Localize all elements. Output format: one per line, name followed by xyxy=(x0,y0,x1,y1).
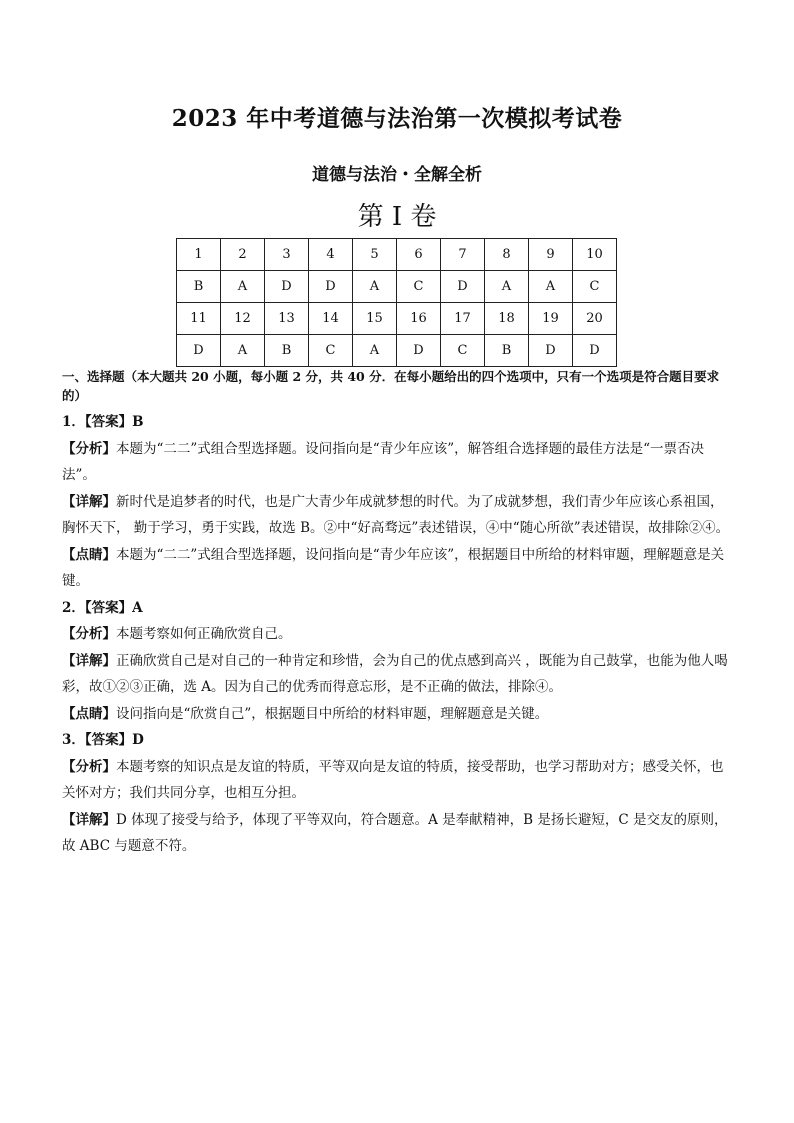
answer-line: 1．【答案】B xyxy=(62,414,144,430)
question-number-cell: 2 xyxy=(221,239,265,271)
answer-row xyxy=(177,335,617,367)
question-number-cell: 10 xyxy=(573,239,617,271)
question-number-cell: 15 xyxy=(353,303,397,335)
question-number-cell: 4 xyxy=(309,239,353,271)
question-number-cell: 9 xyxy=(529,239,573,271)
answer-cell: C xyxy=(309,335,353,367)
question-number-cell: 13 xyxy=(265,303,309,335)
answer-cell: D xyxy=(309,271,353,303)
answer-cell: A xyxy=(353,271,397,303)
comment-paragraph xyxy=(62,542,732,595)
question-number-cell: 12 xyxy=(221,303,265,335)
answer-cell: C xyxy=(441,335,485,367)
volume-heading: 第 I 卷 xyxy=(357,202,437,232)
question-number-cell: 8 xyxy=(485,239,529,271)
question-number-cell: 7 xyxy=(441,239,485,271)
analysis-text: 本题考察的知识点是友谊的特质，平等双向是友谊的特质，接受帮助，也学习帮助对方；感受关怀，也关怀对方；我们共同分享，也相互分担。 xyxy=(62,758,724,801)
question-number-cell: 20 xyxy=(573,303,617,335)
answer-cell: D xyxy=(529,335,573,367)
answer-cell: A xyxy=(529,271,573,303)
question-number-cell: 3 xyxy=(265,239,309,271)
detail-text: D 体现了接受与给予，体现了平等双向，符合题意。A 是奉献精神，B 是扬长避短，C 是交友的原则，故 ABC 与题意不符。 xyxy=(62,811,728,854)
analysis-paragraph xyxy=(62,436,732,489)
answer-cell: C xyxy=(573,271,617,303)
question-number-cell: 17 xyxy=(441,303,485,335)
answer-cell: B xyxy=(265,335,309,367)
answer-cell: D xyxy=(573,335,617,367)
answer-cell: B xyxy=(485,335,529,367)
analysis-tag: 【分析】 xyxy=(62,626,116,642)
answer-line: 3．【答案】D xyxy=(62,732,144,748)
answer-cell: B xyxy=(177,271,221,303)
analysis-text: 本题为“二二”式组合型选择题。设问指向是“青少年应该”，解答组合选择题的最佳方法是“一票否决法”。 xyxy=(62,440,705,483)
answer-cell: A xyxy=(221,271,265,303)
question-number-cell: 5 xyxy=(353,239,397,271)
detail-paragraph xyxy=(62,648,732,701)
question-number-cell: 19 xyxy=(529,303,573,335)
question-number-cell: 6 xyxy=(397,239,441,271)
analysis-paragraph xyxy=(62,754,732,807)
detail-text: 新时代是追梦者的时代，也是广大青少年成就梦想的时代。为了成就梦想，我们青少年应该心系祖国，胸怀天下， 勤于学习，勇于实践，故选 B。②中“好高骛远”表述错误，④中“随心所欲”表述错误，故排除②④。 xyxy=(62,493,730,536)
question-number-cell: 11 xyxy=(177,303,221,335)
answer-cell: D xyxy=(441,271,485,303)
answer-cell: D xyxy=(397,335,441,367)
comment-text: 本题为“二二”式组合型选择题，设问指向是“青少年应该”，根据题目中所给的材料审题，理解题意是关键。 xyxy=(62,546,725,589)
answer-cell: A xyxy=(353,335,397,367)
question-number-cell: 1 xyxy=(177,239,221,271)
detail-tag: 【详解】 xyxy=(62,811,116,828)
detail-tag: 【详解】 xyxy=(62,652,116,669)
detail-paragraph xyxy=(62,807,732,860)
question-number-row xyxy=(177,303,617,335)
comment-text: 设问指向是“欣赏自己”，根据题目中所给的材料审题，理解题意是关键。 xyxy=(116,705,549,722)
question-number-cell: 16 xyxy=(397,303,441,335)
page-title: 2023 年中考道德与法治第一次模拟考试卷 xyxy=(171,105,623,132)
detail-paragraph xyxy=(62,489,732,542)
detail-text: 正确欣赏自己是对自己的一种肯定和珍惜，会为自己的优点感到高兴 ，既能为自己鼓掌，也能为他人喝彩，故①②③正确，选 A。因为自己的优秀而得意忘形，是不正确的做法，排除④。 xyxy=(62,652,728,695)
answer-line: 2．【答案】A xyxy=(62,599,143,616)
answer-cell: C xyxy=(397,271,441,303)
question-number-cell: 14 xyxy=(309,303,353,335)
explanation-body xyxy=(62,367,732,860)
answer-cell: A xyxy=(221,335,265,367)
analysis-text: 本题考察如何正确欣赏自己。 xyxy=(116,626,292,642)
comment-paragraph xyxy=(62,701,732,728)
answer-row xyxy=(177,271,617,303)
question-number-row xyxy=(177,239,617,271)
detail-tag: 【详解】 xyxy=(62,493,116,510)
section-intro: 一、选择题（本大题共 20 小题，每小题 2 分，共 40 分．在每小题给出的四个选项中，只有一个选项是符合题目要求的） xyxy=(62,369,720,403)
page-subtitle: 道德与法治・全解全析 xyxy=(312,165,482,185)
answer-cell: D xyxy=(177,335,221,367)
comment-tag: 【点睛】 xyxy=(62,705,116,722)
question-number-cell: 18 xyxy=(485,303,529,335)
answer-table xyxy=(176,238,617,367)
answer-cell: A xyxy=(485,271,529,303)
comment-tag: 【点睛】 xyxy=(62,546,116,563)
answer-cell: D xyxy=(265,271,309,303)
analysis-paragraph xyxy=(62,621,732,648)
analysis-tag: 【分析】 xyxy=(62,440,116,457)
analysis-tag: 【分析】 xyxy=(62,758,116,775)
